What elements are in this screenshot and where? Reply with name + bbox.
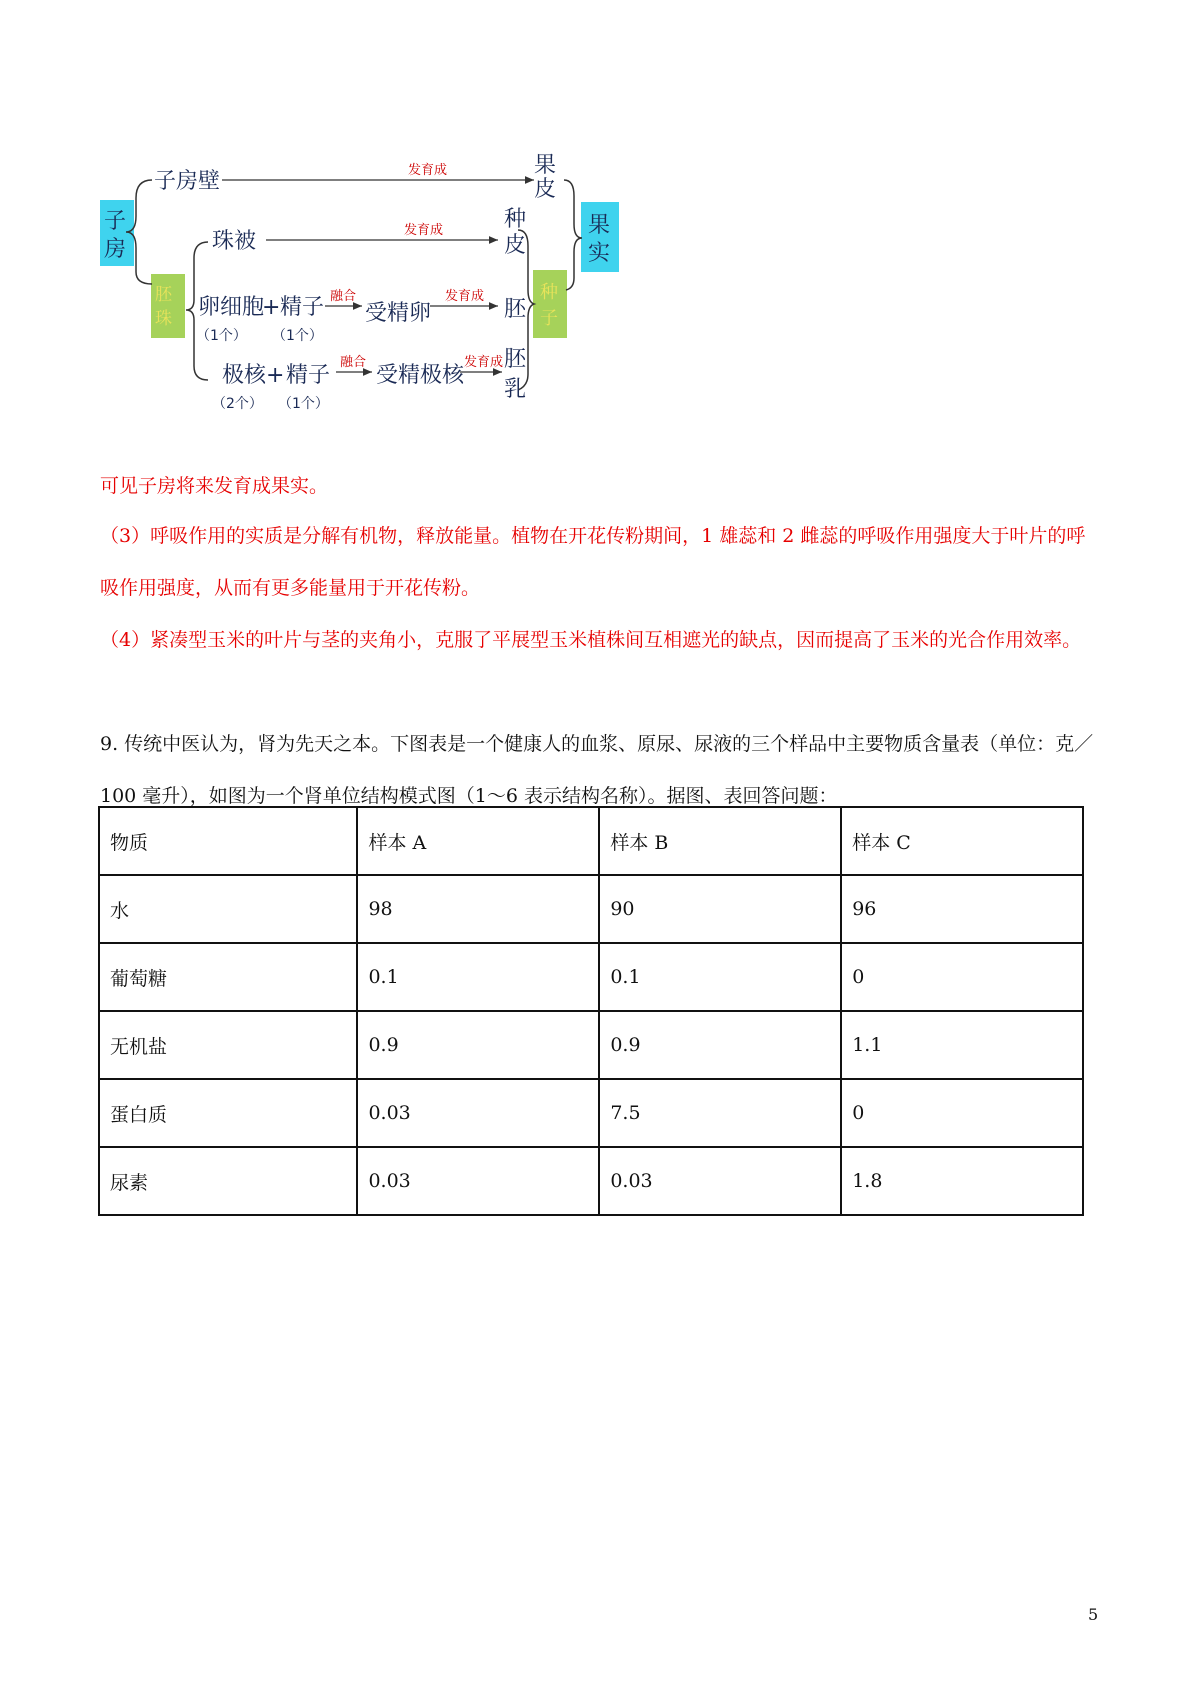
- table-cell: 7.5: [599, 1079, 841, 1147]
- count-egg: （1个）: [196, 328, 247, 344]
- ovule-label-1: 胚珠: [155, 285, 172, 329]
- polar-nuclei-label: 极核: [222, 363, 267, 388]
- fruit-label-2: 实: [588, 241, 611, 266]
- ovary-brace: [126, 180, 152, 284]
- header-cell: 样本 C: [841, 807, 1083, 875]
- integument-label: 珠被: [212, 229, 257, 254]
- ovary-wall-label: 子房壁: [154, 169, 221, 194]
- pericarp-1: 果: [534, 153, 557, 178]
- seed-coat-1: 种: [504, 207, 527, 232]
- diagram-svg: [100, 150, 680, 460]
- table-cell: 0.9: [357, 1011, 599, 1079]
- table-cell: 0.03: [357, 1147, 599, 1215]
- seed-label-1: 种: [540, 282, 558, 303]
- table-cell: 1.1: [841, 1011, 1083, 1079]
- table-cell: 1.8: [841, 1147, 1083, 1215]
- header-cell: 样本 A: [357, 807, 599, 875]
- page-number: 5: [1088, 1605, 1099, 1624]
- count-polar: （2个）: [212, 396, 263, 412]
- header-cell: 样本 B: [599, 807, 841, 875]
- table-row: [99, 1011, 1083, 1079]
- table-cell: 0: [841, 943, 1083, 1011]
- substance-content-table: [98, 806, 1084, 1216]
- plus-1: +: [262, 295, 281, 320]
- table-row: [99, 1147, 1083, 1215]
- table-cell: 无机盐: [99, 1011, 357, 1079]
- table-cell: 98: [357, 875, 599, 943]
- header-cell: 物质: [99, 807, 357, 875]
- develop-label-2: 发育成: [404, 223, 444, 238]
- sperm-label-1: 精子: [280, 295, 325, 320]
- seed-coat-2: 皮: [504, 233, 527, 258]
- embryo-label: 胚: [504, 297, 527, 322]
- table-cell: 0: [841, 1079, 1083, 1147]
- table-row: [99, 943, 1083, 1011]
- develop-label-1: 发育成: [408, 163, 448, 178]
- endosperm-2: 乳: [504, 377, 527, 402]
- table-cell: 0.1: [357, 943, 599, 1011]
- table-cell: 葡萄糖: [99, 943, 357, 1011]
- table-cell: 0.03: [357, 1079, 599, 1147]
- table-cell: 90: [599, 875, 841, 943]
- ovary-label-1: 子房: [104, 209, 127, 262]
- table-cell: 0.03: [599, 1147, 841, 1215]
- develop-label-3: 发育成: [445, 289, 485, 304]
- table-cell: 尿素: [99, 1147, 357, 1215]
- table-cell: 96: [841, 875, 1083, 943]
- count-sperm-1: （1个）: [272, 328, 323, 344]
- table-header-row: [99, 807, 1083, 875]
- develop-label-4: 发育成: [464, 355, 504, 370]
- fertilized-polar-label: 受精极核: [376, 363, 465, 388]
- question-9: 9. 传统中医认为，肾为先天之本。下图表是一个健康人的血浆、原尿、尿液的三个样品中主要物质含量表（单位：克／100 毫升），如图为一个肾单位结构模式图（1～6 表示结构名称）。据图、表回答问题：: [100, 733, 1094, 807]
- table-cell: 蛋白质: [99, 1079, 357, 1147]
- seed-label-2: 子: [540, 308, 558, 329]
- pericarp-2: 皮: [534, 177, 557, 202]
- egg-cell-label: 卵细胞: [198, 295, 265, 320]
- zygote-label: 受精卵: [365, 301, 432, 326]
- endosperm-1: 胚: [504, 347, 527, 372]
- table-row: [99, 1079, 1083, 1147]
- fusion-label-1: 融合: [330, 289, 357, 304]
- table-row: [99, 875, 1083, 943]
- table-cell: 水: [99, 875, 357, 943]
- summary-text: 可见子房将来发育成果实。: [100, 475, 329, 497]
- answer-item-4: （4）紧凑型玉米的叶片与茎的夹角小，克服了平展型玉米植株间互相遮光的缺点，因而提高了玉米的光合作用效率。: [100, 629, 1082, 651]
- count-sperm-2: （1个）: [278, 396, 329, 412]
- table-cell: 0.1: [599, 943, 841, 1011]
- table-cell: 0.9: [599, 1011, 841, 1079]
- ovary-development-diagram: [100, 150, 680, 460]
- fruit-label-1: 果: [588, 213, 611, 238]
- fusion-label-2: 融合: [340, 355, 367, 370]
- plus-2: +: [266, 363, 285, 388]
- sperm-label-2: 精子: [286, 363, 331, 388]
- answer-item-3: （3）呼吸作用的实质是分解有机物，释放能量。植物在开花传粉期间，1 雄蕊和 2 雌蕊的呼吸作用强度大于叶片的呼吸作用强度，从而有更多能量用于开花传粉。: [100, 525, 1086, 599]
